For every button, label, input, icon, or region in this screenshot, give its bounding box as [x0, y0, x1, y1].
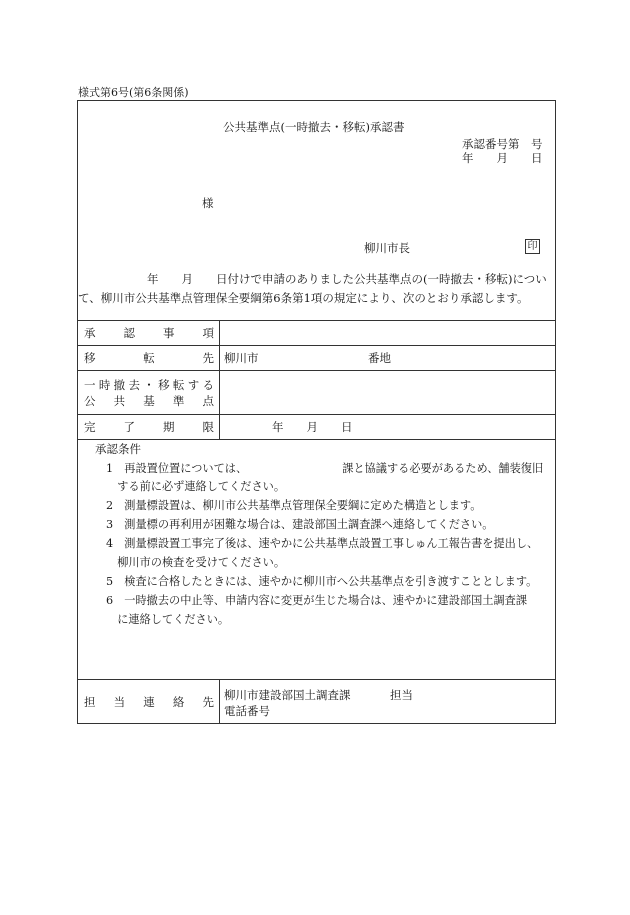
relocation-city: 柳川市 [224, 351, 259, 365]
form-title: 公共基準点(一時撤去・移転)承認書 [223, 120, 405, 134]
table-column-divider [219, 320, 220, 439]
approval-form [77, 100, 556, 724]
contact-phone: 電話番号 [224, 704, 270, 718]
table-row-divider [78, 370, 555, 371]
contact-person: 担当 [390, 688, 413, 702]
approval-number: 承認番号第 号 [462, 137, 543, 151]
contact-label: 担 当 連 絡 先 [84, 695, 214, 709]
intro-line-1: 年 月 日付けで申請のありました公共基準点の(一時撤去・移転)につい [78, 272, 547, 286]
seal-mark: 印 [525, 239, 540, 254]
row-benchmark-label-b: 公 共 基 準 点 [84, 394, 214, 408]
table-row-divider [78, 414, 555, 415]
conditions-heading: 承認条件 [95, 442, 141, 456]
row-approval-items-label: 承 認 事 項 [84, 326, 214, 340]
condition-line: 5 検査に合格したときには、速やかに柳川市へ公共基準点を引き渡すこととします。 [106, 575, 538, 588]
row-benchmark-label-a: 一 時 撤 去 ・ 移 転 す る [84, 378, 214, 392]
condition-line: 6 一時撤去の中止等、申請内容に変更が生じた場合は、速やかに建設部国土調査課 [106, 594, 528, 607]
condition-line: 2 測量標設置は、柳川市公共基準点管理保全要綱に定めた構造とします。 [106, 499, 482, 512]
condition-line: 3 測量標の再利用が困難な場合は、建設部国土調査課へ連絡してください。 [106, 518, 494, 531]
relocation-banchi: 番地 [368, 351, 391, 365]
contact-column-divider [219, 679, 220, 723]
table-row-divider [78, 439, 555, 440]
table-row-divider [78, 345, 555, 346]
contact-row-border [78, 679, 555, 680]
condition-line: 1 再設置位置については、 課と協議する必要があるため、舗装復旧 [106, 462, 544, 475]
intro-line-2: て、柳川市公共基準点管理保全要綱第6条第1項の規定により、次のとおり承認します。 [78, 291, 529, 305]
row-relocation-label: 移 転 先 [84, 351, 214, 365]
deadline-date: 年 月 日 [272, 420, 353, 434]
condition-line: 柳川市の検査を受けてください。 [106, 556, 286, 569]
issue-date: 年 月 日 [462, 151, 543, 165]
contact-department: 柳川市建設部国土調査課 [224, 688, 351, 702]
condition-line: に連絡してください。 [106, 613, 230, 626]
row-deadline-label: 完 了 期 限 [84, 420, 214, 434]
table-top-border [78, 320, 555, 321]
recipient-suffix: 様 [202, 196, 214, 210]
issuer-name: 柳川市長 [364, 241, 410, 255]
form-number-label: 様式第6号(第6条関係) [78, 86, 189, 99]
condition-line: する前に必ず連絡してください。 [106, 480, 286, 493]
condition-line: 4 測量標設置工事完了後は、速やかに公共基準点設置工事しゅん工報告書を提出し、 [106, 537, 539, 550]
